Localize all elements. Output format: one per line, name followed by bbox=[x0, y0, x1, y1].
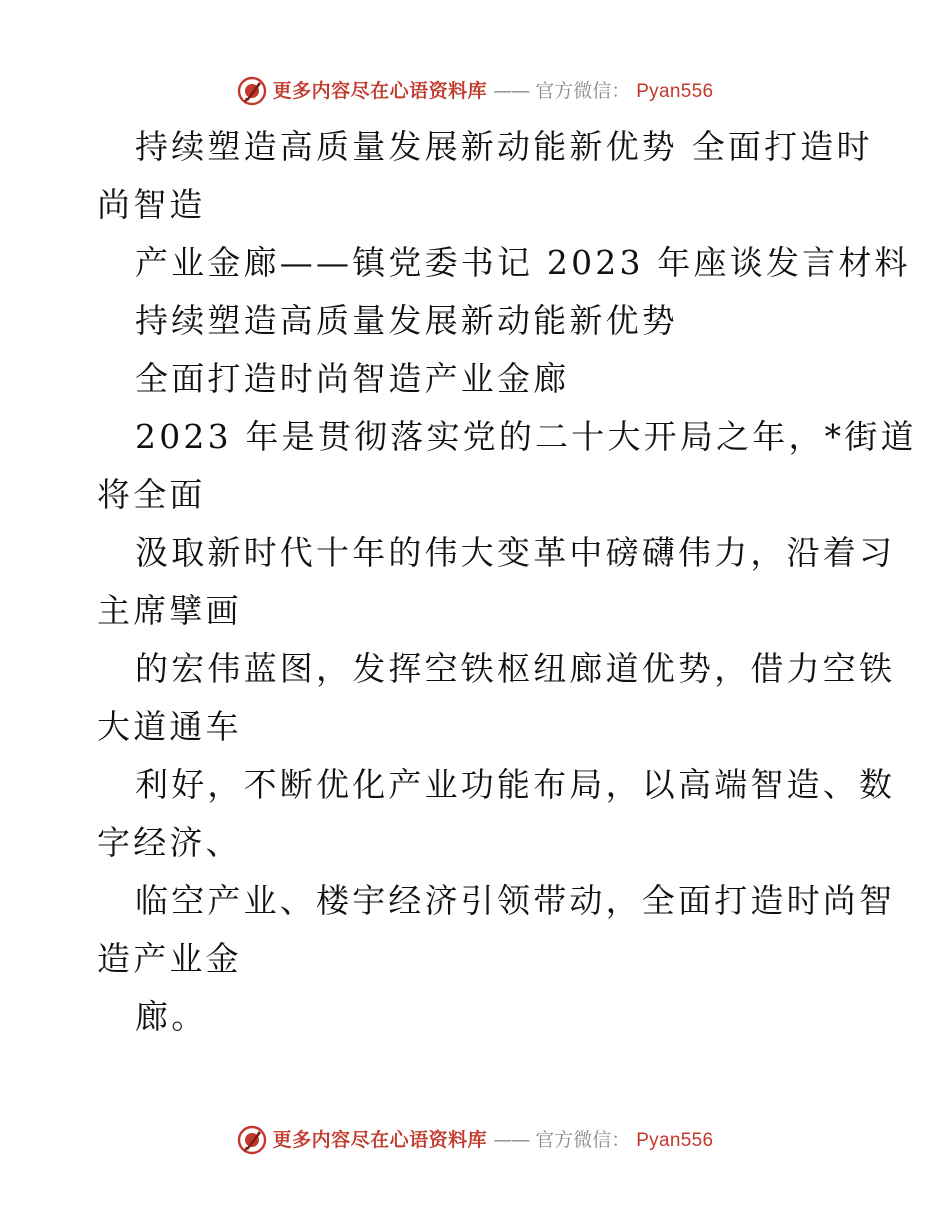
body-line: 字经济、 bbox=[97, 823, 242, 862]
quill-logo-icon bbox=[237, 1125, 267, 1155]
header-watermark bbox=[0, 71, 950, 111]
body-line: 产业金廊——镇党委书记 2023 年座谈发言材料 bbox=[135, 243, 911, 282]
body-line: 大道通车 bbox=[97, 707, 242, 746]
watermark-brand bbox=[237, 76, 714, 106]
watermark-wechat-id: Pyan556 bbox=[636, 1129, 714, 1151]
watermark-wechat-label: 官方微信： bbox=[535, 1128, 631, 1151]
body-line: 持续塑造高质量发展新动能新优势 bbox=[135, 301, 678, 340]
watermark-brand bbox=[237, 1125, 714, 1155]
watermark-dash: —— bbox=[493, 79, 530, 102]
footer-watermark bbox=[0, 1120, 950, 1160]
body-line: 全面打造时尚智造产业金廊 bbox=[135, 359, 570, 398]
body-line: 造产业金 bbox=[97, 939, 242, 978]
watermark-wechat-label: 官方微信： bbox=[535, 79, 631, 102]
document-body bbox=[97, 118, 917, 1046]
watermark-brand-text: 更多内容尽在心语资料库 bbox=[272, 1128, 488, 1151]
body-line: 的宏伟蓝图，发挥空铁枢纽廊道优势，借力空铁 bbox=[135, 649, 896, 688]
body-line: 持续塑造高质量发展新动能新优势 全面打造时 bbox=[135, 127, 873, 166]
body-line: 2023 年是贯彻落实党的二十大开局之年，*街道 bbox=[135, 417, 917, 456]
body-line: 利好，不断优化产业功能布局，以高端智造、数 bbox=[135, 765, 896, 804]
body-line: 将全面 bbox=[97, 475, 206, 514]
body-line: 汲取新时代十年的伟大变革中磅礴伟力，沿着习 bbox=[135, 533, 896, 572]
body-line: 廊。 bbox=[135, 997, 208, 1036]
body-line: 主席擘画 bbox=[97, 591, 242, 630]
watermark-brand-text: 更多内容尽在心语资料库 bbox=[272, 79, 488, 102]
watermark-dash: —— bbox=[493, 1128, 530, 1151]
body-line: 临空产业、楼宇经济引领带动，全面打造时尚智 bbox=[135, 881, 896, 920]
body-line: 尚智造 bbox=[97, 185, 206, 224]
quill-logo-icon bbox=[237, 76, 267, 106]
watermark-wechat-id: Pyan556 bbox=[636, 80, 714, 102]
